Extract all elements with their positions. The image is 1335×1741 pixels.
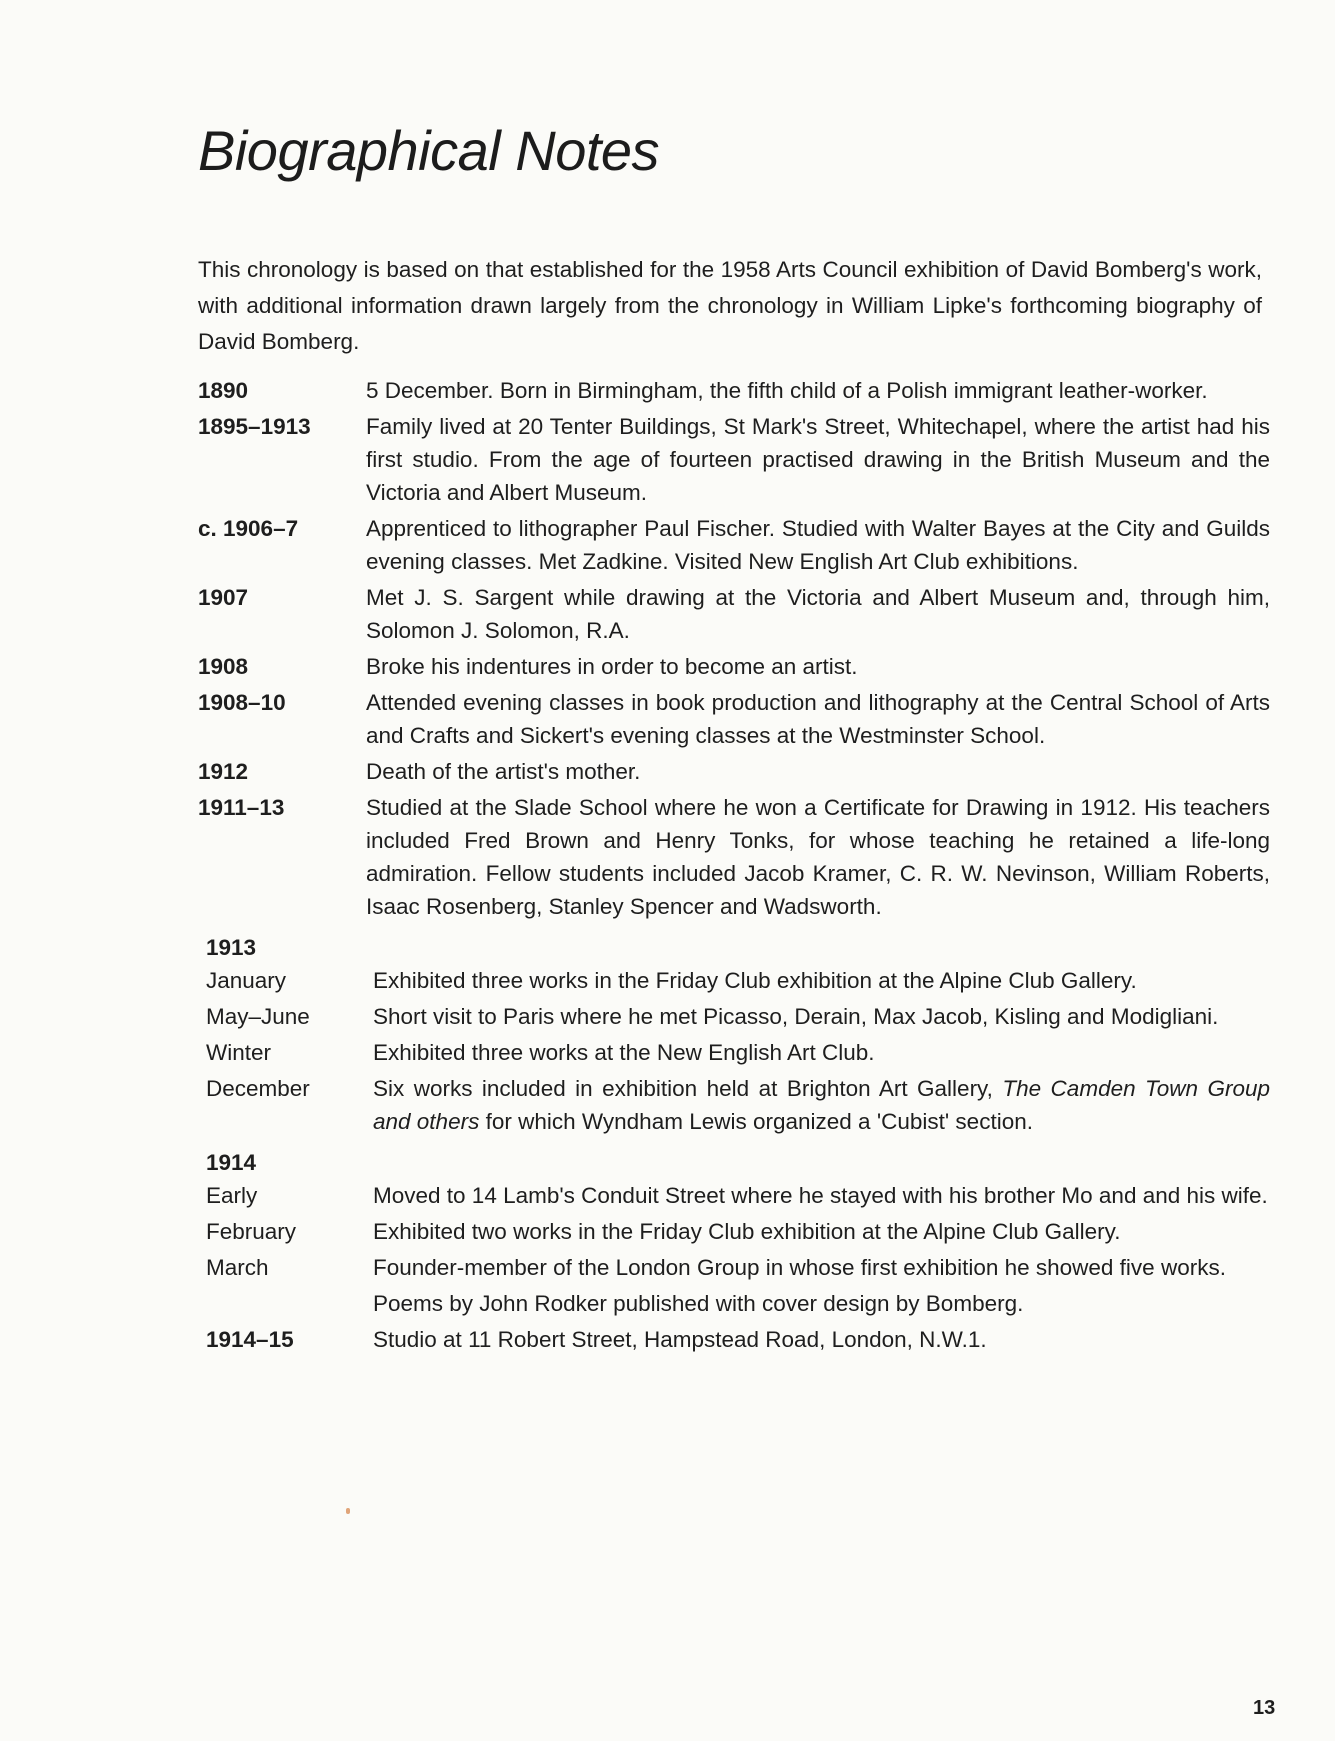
chronology-entry <box>198 512 1270 578</box>
entry-date: 1912 <box>198 759 249 784</box>
entry-text-part: for which Wyndham Lewis organized a 'Cubist' section. <box>479 1109 1033 1134</box>
entry-date: December <box>206 1076 310 1101</box>
entry-date: February <box>206 1219 297 1244</box>
year-heading-1914 <box>198 1146 1270 1179</box>
entry-text: Met J. S. Sargent while drawing at the Victoria and Albert Museum and, through him, Solomon J. Solomon, R.A. <box>366 585 1270 643</box>
entry-date: 1911–13 <box>198 795 285 820</box>
entry-text: Poems by John Rodker published with cover design by Bomberg. <box>373 1291 1024 1316</box>
entry-text: Family lived at 20 Tenter Buildings, St Mark's Street, Whitechapel, where the artist had his first studio. From the age of fourteen practised drawing in the British Museum and the Victoria and Albert Museum. <box>366 414 1270 505</box>
entry-date <box>198 1287 366 1320</box>
chronology-entry <box>198 791 1270 923</box>
entry-text: Short visit to Paris where he met Picasso, Derain, Max Jacob, Kisling and Modigliani. <box>373 1004 1219 1029</box>
entry-text: Broke his indentures in order to become an artist. <box>366 654 858 679</box>
chronology-entry <box>198 1251 1270 1284</box>
year-label: 1914 <box>206 1150 257 1175</box>
entry-text: Moved to 14 Lamb's Conduit Street where he stayed with his brother Mo and and his wife. <box>373 1183 1268 1208</box>
entry-text: Exhibited two works in the Friday Club exhibition at the Alpine Club Gallery. <box>373 1219 1121 1244</box>
chronology-entry <box>198 1072 1270 1138</box>
entry-text: Founder-member of the London Group in whose first exhibition he showed five works. <box>373 1255 1226 1280</box>
entry-text: Death of the artist's mother. <box>366 759 641 784</box>
entry-date: 1895–1913 <box>198 414 311 439</box>
entry-date: 1907 <box>198 585 249 610</box>
chronology-entry <box>198 1179 1270 1212</box>
entry-date: 1908–10 <box>198 690 286 715</box>
intro-paragraph: This chronology is based on that established for the 1958 Arts Council exhibition of David Bomberg's work, with additional information drawn largely from the chronology in William Lipke's forthcoming biography of David Bomberg. <box>198 257 1262 354</box>
chronology-entry <box>198 1287 1270 1320</box>
print-speck <box>346 1508 350 1514</box>
entry-date: c. 1906–7 <box>198 516 299 541</box>
chronology-entry <box>198 650 1270 683</box>
chronology-entry <box>198 1323 1270 1356</box>
chronology-entry <box>198 581 1270 647</box>
entry-text: Studied at the Slade School where he won a Certificate for Drawing in 1912. His teachers included Fred Brown and Henry Tonks, for whose teaching he retained a life-long admiration. Fellow students included Jacob Kramer, C. R. W. Nevinson, William Roberts, Isaac Rosenberg, Stanley Spencer and Wadsworth. <box>366 795 1270 919</box>
entry-date: 1914–15 <box>206 1327 294 1352</box>
chronology-entry <box>198 1215 1270 1248</box>
chronology <box>198 374 1270 1359</box>
entry-text: Apprenticed to lithographer Paul Fischer. Studied with Walter Bayes at the City and Guilds evening classes. Met Zadkine. Visited New English Art Club exhibitions. <box>366 516 1270 574</box>
year-label: 1913 <box>206 935 257 960</box>
exhibition-title: The Camden Town Group and others <box>373 1076 1270 1134</box>
entry-date: Winter <box>206 1040 272 1065</box>
year-heading-1913 <box>198 931 1270 964</box>
entry-text: Exhibited three works at the New English Art Club. <box>373 1040 875 1065</box>
entry-text: Exhibited three works in the Friday Club exhibition at the Alpine Club Gallery. <box>373 968 1137 993</box>
chronology-entry <box>198 1036 1270 1069</box>
chronology-entry <box>198 755 1270 788</box>
entry-text: 5 December. Born in Birmingham, the fifth child of a Polish immigrant leather-worker. <box>366 378 1208 403</box>
entry-date: May–June <box>206 1004 310 1029</box>
chronology-entry <box>198 686 1270 752</box>
entry-text: Studio at 11 Robert Street, Hampstead Road, London, N.W.1. <box>373 1327 987 1352</box>
entry-text-part: Six works included in exhibition held at Brighton Art Gallery, <box>373 1076 1003 1101</box>
page-number: 13 <box>1253 1697 1276 1719</box>
chronology-entry <box>198 964 1270 997</box>
entry-text <box>366 1072 1270 1138</box>
entry-date: 1890 <box>198 378 249 403</box>
entry-date: March <box>206 1255 269 1280</box>
entry-text: Attended evening classes in book production and lithography at the Central School of Arts and Crafts and Sickert's evening classes at the Westminster School. <box>366 690 1270 748</box>
chronology-entry <box>198 410 1270 509</box>
page-title: Biographical Notes <box>198 119 660 182</box>
chronology-entry <box>198 374 1270 407</box>
entry-date: Early <box>206 1183 258 1208</box>
entry-date: January <box>206 968 287 993</box>
chronology-entry <box>198 1000 1270 1033</box>
entry-date: 1908 <box>198 654 249 679</box>
